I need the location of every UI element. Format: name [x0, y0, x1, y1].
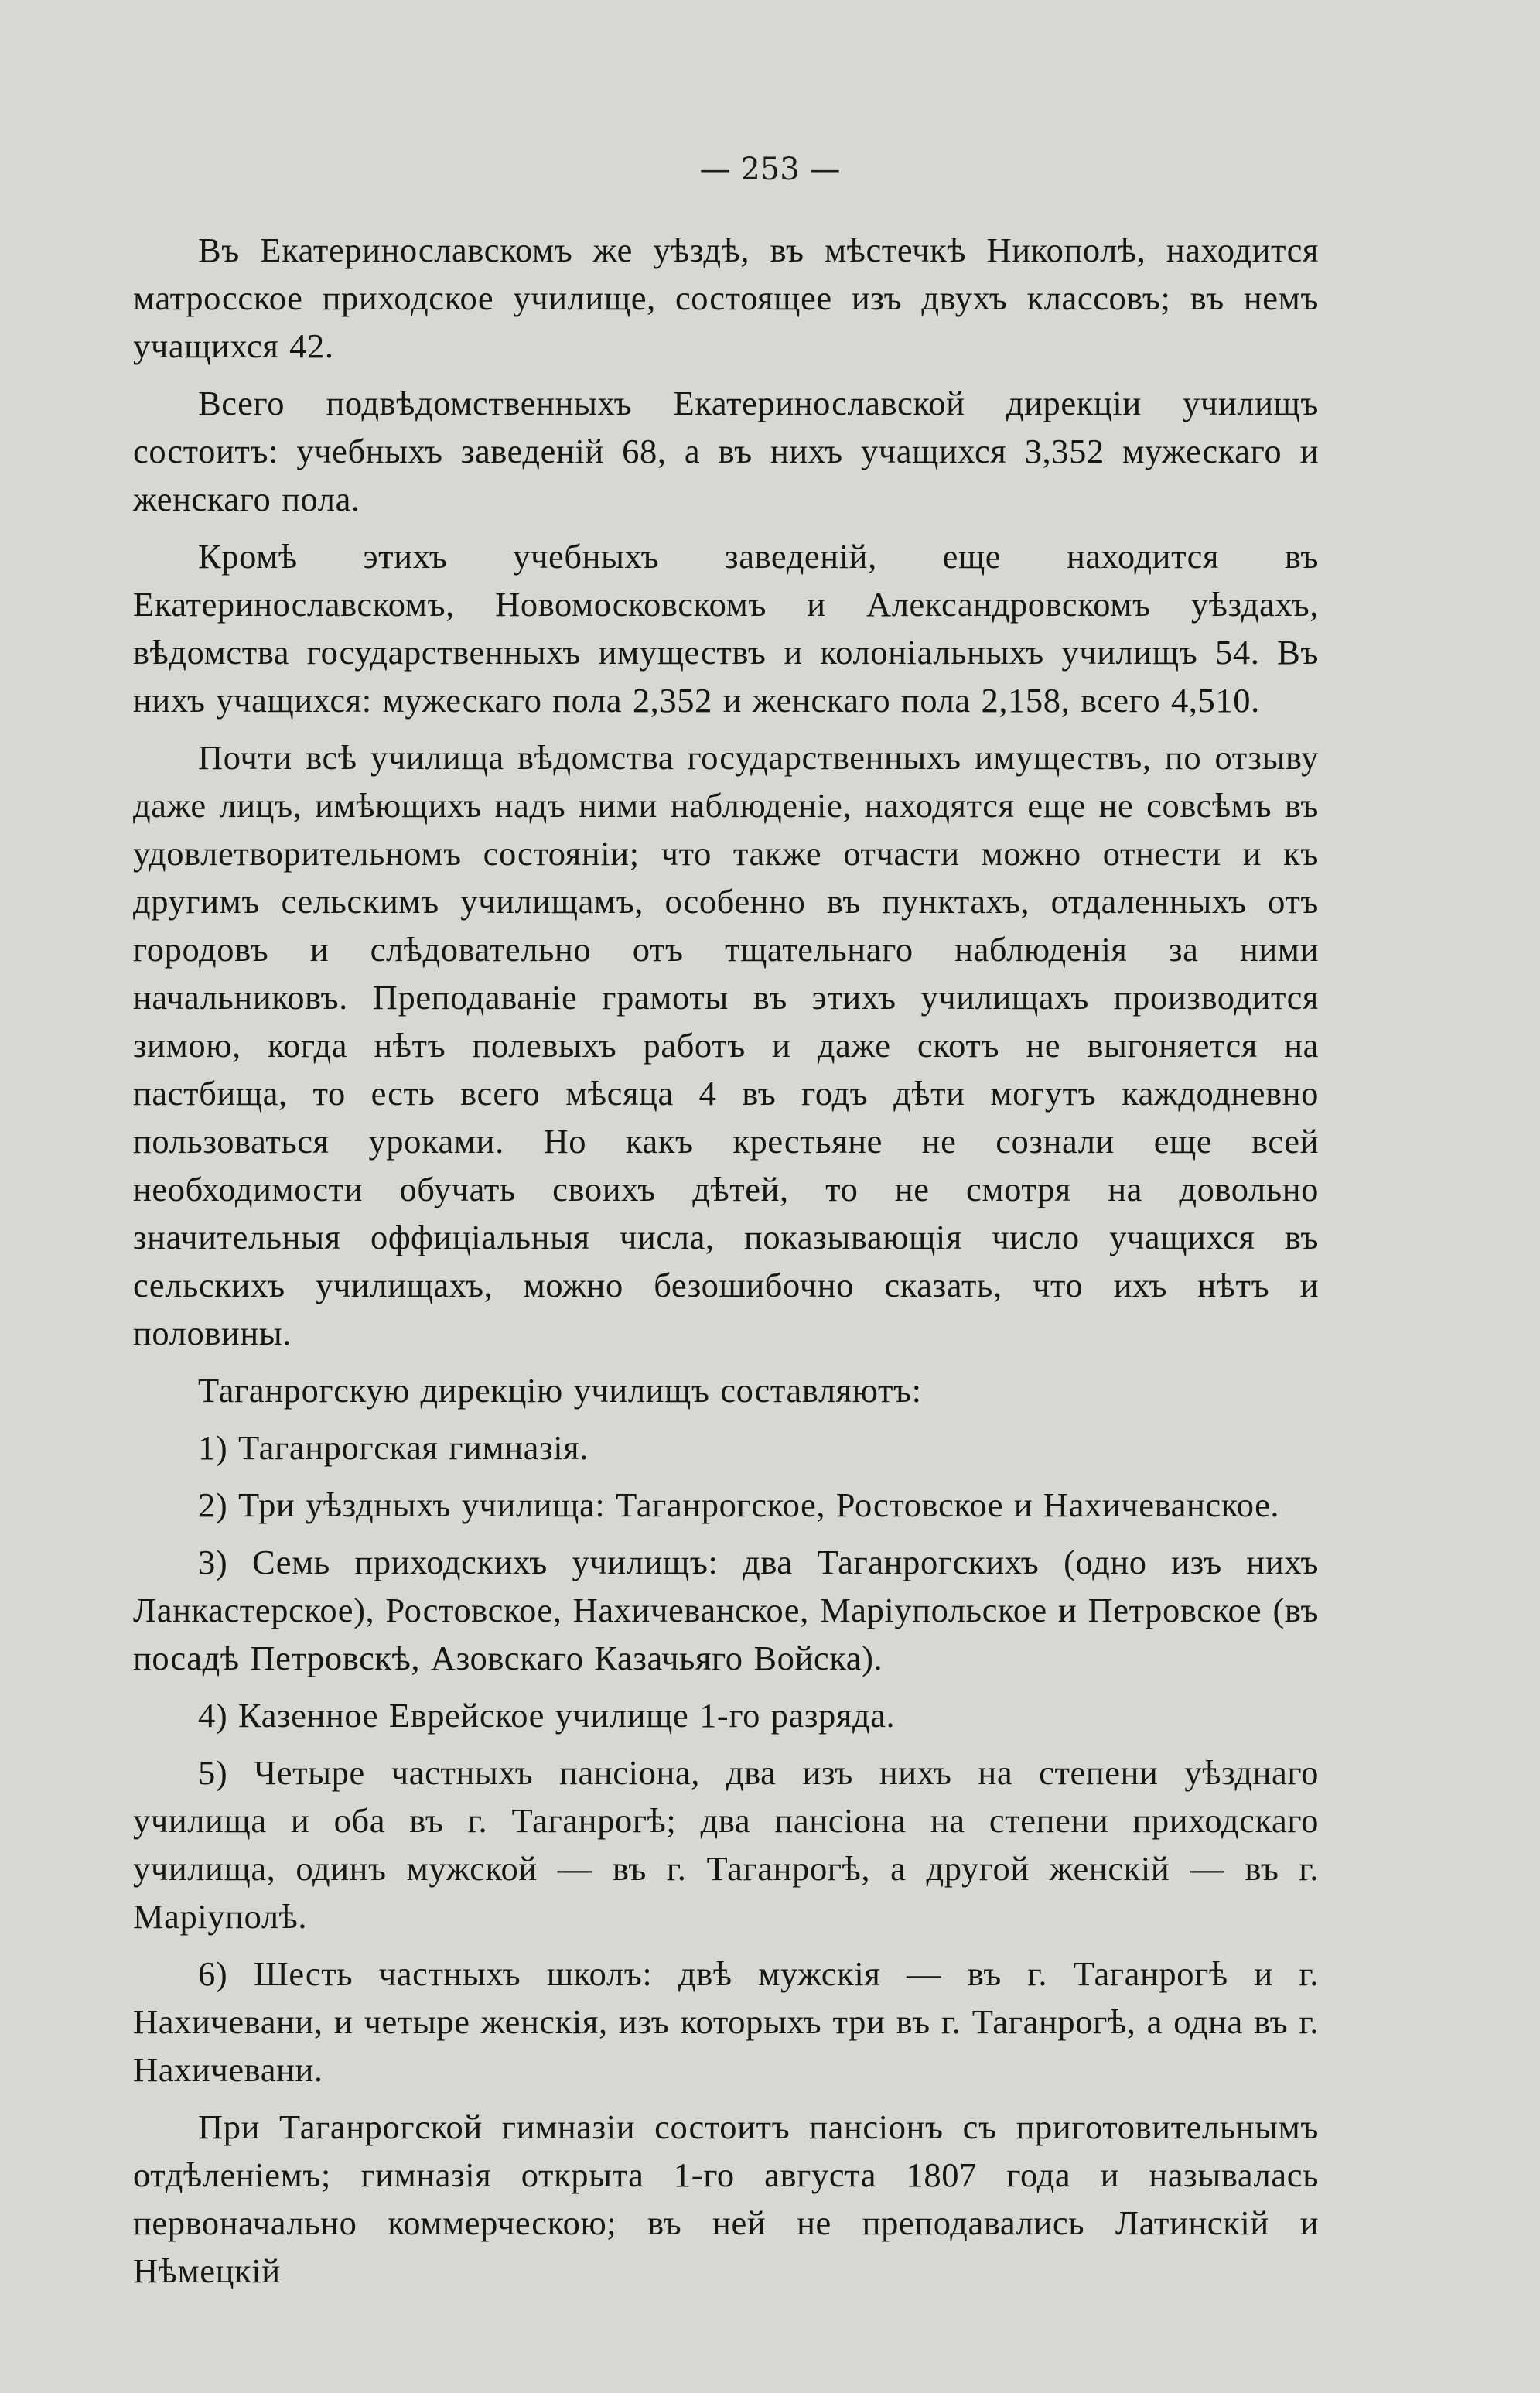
- page-body: [133, 226, 1319, 2304]
- paragraph-gymnasium-history: При Таганрогской гимназіи состоитъ пансіонъ съ приготовительнымъ отдѣленіемъ; гимназія открыта 1-го августа 1807 года и называлась первоначально коммерческою; въ ней не преподавались Латинскій и Нѣмецкій: [133, 2108, 1319, 2290]
- paragraph-state-property-schools: Кромѣ этихъ учебныхъ заведеній, еще находится въ Екатеринославскомъ, Новомосковскомъ и Александровскомъ уѣздахъ, вѣдомства государственныхъ имуществъ и колоніальныхъ училищъ 54. Въ нихъ учащихся: мужескаго пола 2,352 и женскаго пола 2,158, всего 4,510.: [133, 537, 1319, 720]
- paragraph-directorate-total: Всего подвѣдомственныхъ Екатеринославской дирекціи училищъ состоитъ: учебныхъ заведеній 68, а въ нихъ учащихся 3,352 мужескаго и женскаго пола.: [133, 384, 1319, 518]
- paragraph-nikopol-school: Въ Екатеринославскомъ же уѣздѣ, въ мѣстечкѣ Никополѣ, находится матросское приходское училище, состоящее изъ двухъ классовъ; въ немъ учащихся 42.: [133, 231, 1319, 365]
- list-item-gymnasium: 1) Таганрогская гимназія.: [198, 1428, 589, 1467]
- list-item-private-schools: 6) Шесть частныхъ школъ: двѣ мужскія — въ г. Таганрогѣ и г. Нахичевани, и четыре женскія, изъ которыхъ три въ г. Таганрогѣ, а одна въ г. Нахичевани.: [133, 1954, 1319, 2089]
- list-item-jewish-school: 4) Казенное Еврейское училище 1-го разряда.: [198, 1696, 896, 1735]
- list-item-district-schools: 2) Три уѣздныхъ училища: Таганрогское, Ростовское и Нахичеванское.: [198, 1485, 1280, 1524]
- list-item-parish-schools: 3) Семь приходскихъ училищъ: два Таганрогскихъ (одно изъ нихъ Ланкастерское), Ростовское, Нахичеванское, Маріупольское и Петровское (въ посадѣ Петровскѣ, Азовскаго Казачьяго Войска).: [133, 1543, 1319, 1677]
- paragraph-taganrog-directorate-intro: Таганрогскую дирекцію училищъ составляютъ:: [198, 1371, 922, 1410]
- page-number: — 253 —: [699, 152, 841, 187]
- paragraph-village-schools-condition: Почти всѣ училища вѣдомства государственныхъ имуществъ, по отзыву даже лицъ, имѣющихъ надъ ними наблюденіе, находятся еще не совсѣмъ въ удовлетворительномъ состояніи; что также отчасти можно отнести и къ другимъ сельскимъ училищамъ, особенно въ пунктахъ, отдаленныхъ отъ городовъ и слѣдовательно отъ тщательнаго наблюденія за ними начальниковъ. Преподаваніе грамоты въ этихъ училищахъ производится зимою, когда нѣтъ полевыхъ работъ и даже скотъ не выгоняется на пастбища, то есть всего мѣсяца 4 въ годъ дѣти могутъ каждодневно пользоваться уроками. Но какъ крестьяне не сознали еще всей необходимости обучать своихъ дѣтей, то не смотря на довольно значительныя оффиціальныя числа, показывающія число учащихся въ сельскихъ училищахъ, можно безошибочно сказать, что ихъ нѣтъ и половины.: [133, 738, 1319, 1352]
- list-item-private-boarding: 5) Четыре частныхъ пансіона, два изъ нихъ на степени уѣзднаго училища и оба въ г. Таганрогѣ; два пансіона на степени приходскаго училища, одинъ мужской — въ г. Таганрогѣ, а другой женскій — въ г. Маріуполѣ.: [133, 1753, 1319, 1936]
